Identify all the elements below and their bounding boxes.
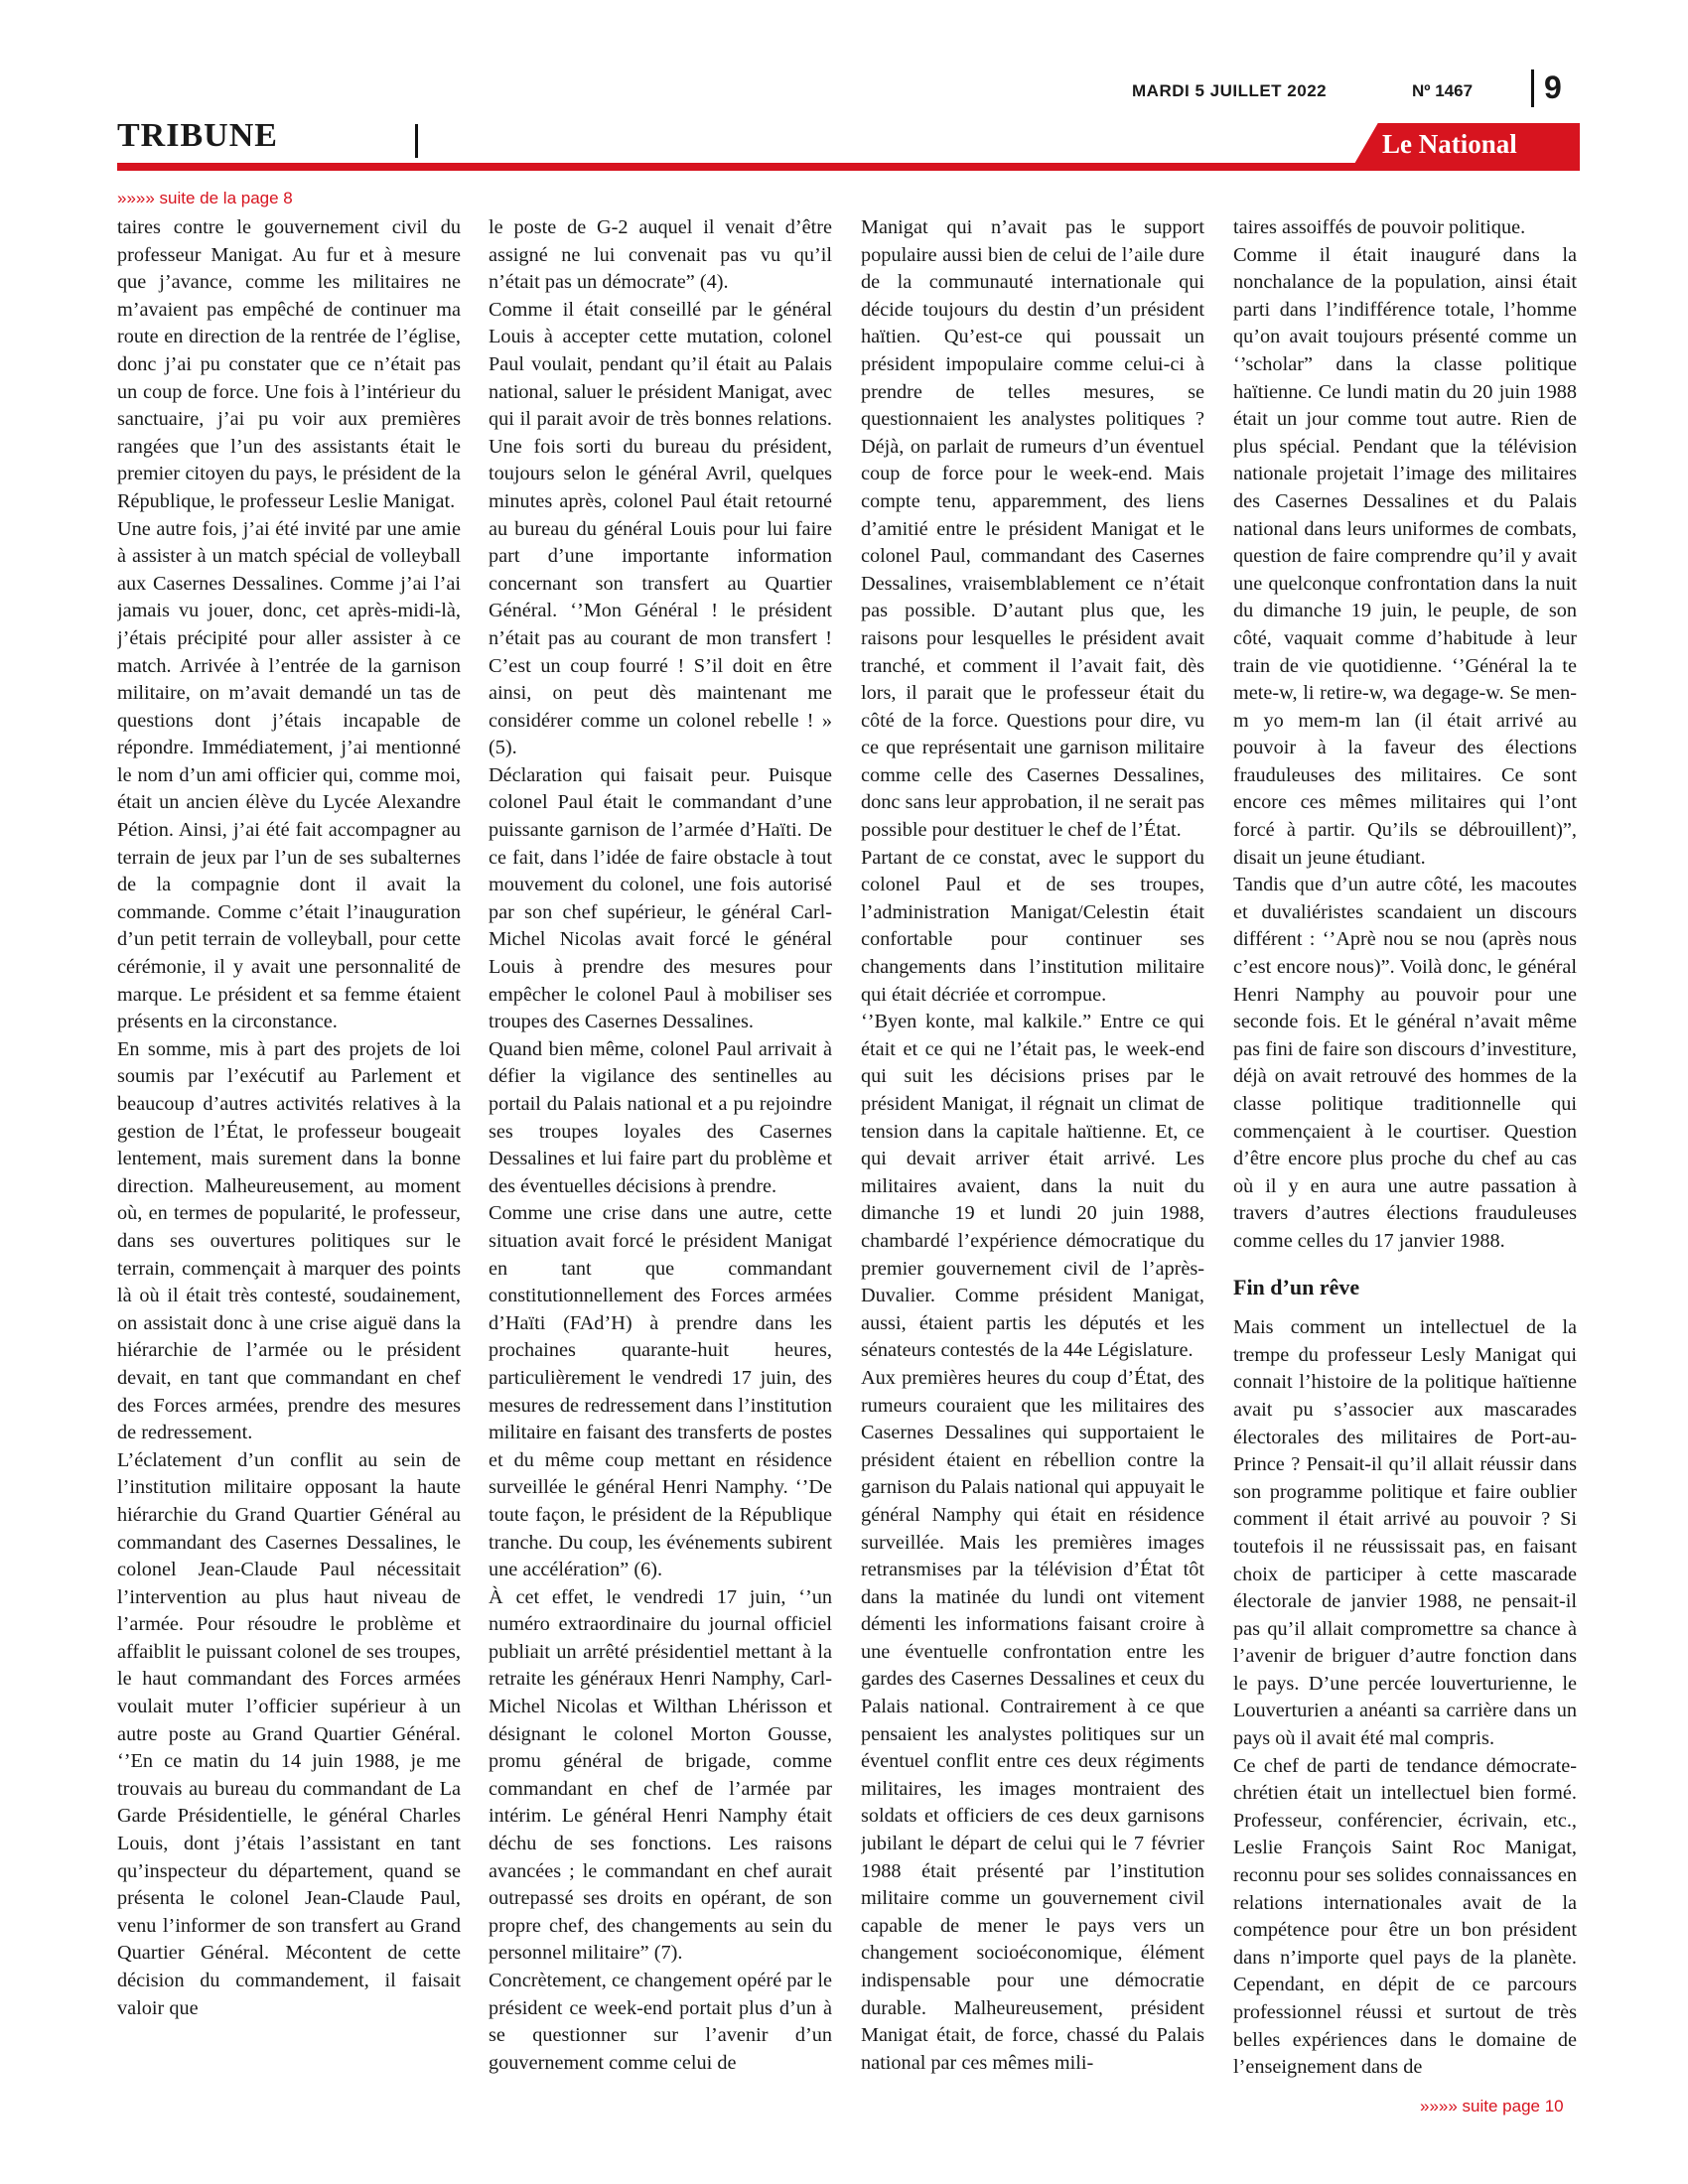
paragraph: Comme il était conseillé par le général Louis à accepter cette mutation, colonel Paul voulait, pendant qu’il était au Palais national, saluer le président Manigat, avec qui il parait avoir de très bonnes relations. Une fois sorti du bureau du président, toujours selon le général Avril, quelques minutes après, colonel Paul était retourné au bureau du général Louis pour lui faire part d’une importante information concernant son transfert au Quartier Général. ‘’Mon Général ! le président n’était pas au courant de mon transfert ! C’est un coup fourré ! S’il doit en être ainsi, on peut dès maintenant me considérer comme un colonel rebelle ! » (5). (489, 298, 832, 759)
paragraph: taires assoiffés de pouvoir politique. (1233, 216, 1526, 238)
subheading: Fin d’un rêve (1233, 1274, 1360, 1299)
article-column-3 (861, 214, 1204, 2091)
paragraph: Une autre fois, j’ai été invité par une amie à assister à un match spécial de volleyball aux Casernes Dessalines. Comme j’ai l’ai jamais vu jouer, donc, cet après-midi-là, j’étais précipité pour aller assister à ce match. Arrivée à l’entrée de la garnison militaire, on m’avait demandé un tas de questions dont j’étais incapable de répondre. Immédiatement, j’ai mentionné le nom d’un ami officier qui, comme moi, était un ancien élève du Lycée Alexandre Pétion. Ainsi, j’ai été fait accompagner au terrain de jeux par l’un de ses subalternes de la compagnie dont il avait la commande. Comme c’était l’inauguration d’un petit terrain de volleyball, pour cette cérémonie, il y avait une personnalité de marque. Le président et sa femme étaient présents en la circonstance. (117, 517, 461, 1033)
paragraph: Manigat qui n’avait pas le support populaire aussi bien de celui de l’aile dure de la communauté internationale qui décide toujours du destin d’un président haïtien. Qu’est-ce qui poussait un président impopulaire comme celui-ci à prendre de telles mesures, se questionnaient les analystes politiques ? Déjà, on parlait de rumeurs d’un éventuel coup de force pour le week-end. Mais compte tenu, apparemment, des liens d’amitié entre le président Manigat et le colonel Paul, commandant des Casernes Dessalines, vraisemblablement ce n’était pas possible. D’autant plus que, les raisons pour lesquelles le président avait tranché, et comment il l’avait fait, dès lors, il parait que le professeur était du côté de la force. Questions pour dire, vu ce que représentait une garnison militaire comme celle des Casernes Dessalines, donc sans leur approbation, il ne serait pas possible pour destituer le chef de l’État. (861, 216, 1204, 842)
paragraph: Ce chef de parti de tendance démocrate-chrétien était un intellectuel bien formé. Professeur, conférencier, écrivain, etc., Leslie François Saint Roc Manigat, reconnu pour ses solides connaissances en relations internationales avait de la compétence pour être un bon président dans n’importe quel pays de la planète. Cependant, en dépit de ce parcours professionnel réussi et surtout de très belles expériences dans le domaine de l’enseignement dans de (1233, 1754, 1577, 2079)
paragraph: En somme, mis à part des projets de loi soumis par l’exécutif au Parlement et beaucoup d’autres activités relatives à la gestion de l’État, le professeur bougeait lentement, mais surement dans la bonne direction. Malheureusement, au moment où, en termes de popularité, le professeur, dans ses ouvertures politiques sur le terrain, commençait à marquer des points là où il était très contesté, soudainement, on assistait donc à une crise aiguë dans la hiérarchie de l’armée ou le président devait, en tant que commandant en chef des Forces armées, prendre des mesures de redressement. (117, 1037, 461, 1444)
paragraph: Comme il était inauguré dans la nonchalance de la population, ainsi était parti dans l’indifférence totale, l’homme qu’on avait toujours présenté comme un ‘’scholar” dans la classe politique haïtienne. Ce lundi matin du 20 juin 1988 était un jour comme tout autre. Rien de plus spécial. Pendant que la télévision nationale projetait l’image des militaires des Casernes Dessalines et du Palais national dans leurs uniformes de combats, question de faire comprendre qu’il y avait une quelconque confrontation dans la nuit du dimanche 19 juin, le peuple, de son côté, vaquait comme d’habitude à leur train de vie quotidienne. ‘’Général la te mete-w, li retire-w, wa degage-w. Se men-m yo mem-m lan (il était arrivé au pouvoir à la faveur des élections frauduleuses des militaires. Ce sont encore ces mêmes militaires qui l’ont forcé à partir. Qu’ils se débrouillent)”, disait un jeune étudiant. (1233, 243, 1577, 869)
page-number: 9 (1544, 69, 1562, 105)
paragraph: Partant de ce constat, avec le support du colonel Paul et de ses troupes, l’administration Manigat/Celestin était confortable pour continuer ses changements dans l’institution militaire qui était décriée et corrompue. (861, 846, 1204, 1006)
page-header (1132, 69, 1579, 109)
paragraph: Déclaration qui faisait peur. Puisque colonel Paul était le commandant d’une puissante garnison de l’armée d’Haïti. De ce fait, dans l’idée de faire obstacle à tout mouvement du colonel, une fois autorisé par son chef supérieur, le général Carl-Michel Nicolas avait forcé le général Louis à prendre des mesures pour empêcher le colonel Paul à mobiliser ses troupes des Casernes Dessalines. (489, 763, 832, 1033)
paragraph: Quand bien même, colonel Paul arrivait à défier la vigilance des sentinelles au portail du Palais national et a pu rejoindre ses troupes loyales des Casernes Dessalines et lui faire part du problème et des éventuelles décisions à prendre. (489, 1037, 832, 1197)
continued-to-label: »»»» suite page 10 (1420, 2097, 1564, 2116)
paragraph: ‘’Byen konte, mal kalkile.” Entre ce qui était et ce qui ne l’était pas, le week-end qui suit les décisions prises par le président Manigat, il régnait un climat de tension dans la capitale haïtienne. Et, ce qui devait arriver était arrivé. Les militaires avaient, dans la nuit du dimanche 19 et lundi 20 juin 1988, chambardé l’expérience démocratique du premier gouvernement civil de l’après-Duvalier. Comme président Manigat, aussi, étaient partis les députés et les sénateurs contestés de la 44e Législature. (861, 1011, 1204, 1362)
continued-from-label: »»»» suite de la page 8 (117, 189, 293, 207)
newspaper-brand: Le National (1382, 129, 1517, 159)
paragraph: L’éclatement d’un conflit au sein de l’institution militaire opposant la haute hiérarchie du Grand Quartier Général au commandant des Casernes Dessalines, le colonel Jean-Claude Paul nécessitait l’intervention au plus haut niveau de l’armée. Pour résoudre le problème et affaiblit le puissant colonel de ses troupes, le haut commandant des Forces armées voulait muter l’officier supérieur à un autre poste au Grand Quartier Général. ‘’En ce matin du 14 juin 1988, je me trouvais au bureau du commandant de La Garde Présidentielle, le général Charles Louis, dont j’étais l’assistant en tant qu’inspecteur du département, quand se présenta le colonel Jean-Claude Paul, venu l’informer de son transfert au Grand Quartier Général. Mécontent de cette décision du commandement, il faisait valoir que (117, 1448, 461, 2019)
paragraph: À cet effet, le vendredi 17 juin, ‘’un numéro extraordinaire du journal officiel publiait un arrêté présidentiel mettant à la retraite les généraux Henri Namphy, Carl-Michel Nicolas et Wilthan Lhérisson et désignant le colonel Morton Gousse, promu général de brigade, comme commandant en chef de l’armée par intérim. Le général Henri Namphy était déchu de ses fonctions. Les raisons avancées ; le commandant en chef aurait outrepassé ses droits en opérant, de son propre chef, des changements au sein du personnel militaire” (7). (489, 1585, 832, 1965)
article-column-1 (117, 214, 461, 2091)
paragraph: taires contre le gouvernement civil du professeur Manigat. Au fur et à mesure que j’avance, comme les militaires ne m’avaient pas empêché de continuer ma route en direction de la rentrée de l’église, donc j’ai pu constater que ce n’était pas un coup de force. Une fois à l’intérieur du sanctuaire, j’ai pu voir aux premières rangées que l’un des assistants était le premier citoyen du pays, le président de la République, le professeur Leslie Manigat. (117, 216, 461, 512)
paragraph: Aux premières heures du coup d’État, des rumeurs couraient que les militaires des Casernes Dessalines qui supportaient le président étaient en rébellion contre la garnison du Palais national qui appuyait le général Namphy qui était en résidence surveillée. Mais les premières images retransmises par la télévision d’État tôt dans la matinée du lundi ont vitement démenti les informations faisant croire à une éventuelle confrontation entre les gardes des Casernes Dessalines et ceux du Palais national. Contrairement à ce que pensaient les analystes politiques sur un éventuel conflit entre ces deux régiments militaires, les images montraient des soldats et officiers de ces deux garnisons jubilant le départ de celui qui le 7 février 1988 était présenté par l’institution militaire comme un gouvernement civil capable de mener le pays vers un changement socioéconomique, élément indispensable pour une démocratie durable. Malheureusement, président Manigat était, de force, chassé du Palais national par ces mêmes mili- (861, 1366, 1204, 2074)
paragraph: le poste de G-2 auquel il venait d’être assigné ne lui convenait pas vu qu’il n’était pas un démocrate” (4). (489, 216, 832, 294)
paragraph: Comme une crise dans une autre, cette situation avait forcé le président Manigat en tant que commandant constitutionnellement des Forces armées d’Haïti (FAd’H) à prendre dans les prochaines quarante-huit heures, particulièrement le vendredi 17 juin, des mesures de redressement dans l’institution militaire en faisant des transferts de postes et du même coup mettant en résidence surveillée le général Henri Namphy. ‘’De toute façon, le président de la République tranche. Du coup, les événements subirent une accélération” (6). (489, 1202, 832, 1581)
issue-date: MARDI 5 JUILLET 2022 (1132, 81, 1328, 100)
paragraph: Tandis que d’un autre côté, les macoutes et duvaliéristes scandaient un discours différent : ‘’Aprè nou se nou (après nous c’est encore nous)”. Voilà donc, le général Henri Namphy au pouvoir pour une seconde fois. Et le général n’avait même pas fini de faire son discours d’investiture, déjà on avait retrouvé des hommes de la classe politique traditionnelle qui commençaient à le courtiser. Question d’être encore plus proche du chef au cas où il y en aura une autre passation à travers d’autres élections frauduleuses comme celles du 17 janvier 1988. (1233, 874, 1577, 1252)
article-column-2 (489, 214, 832, 2091)
issue-number: Nº 1467 (1412, 81, 1474, 100)
section-title: TRIBUNE (117, 117, 278, 154)
article-body (117, 214, 1580, 2091)
article-column-4 (1233, 214, 1577, 2091)
paragraph: Mais comment un intellectuel de la trempe du professeur Lesly Manigat qui connait l’histoire de la politique haïtienne avait pu s’associer aux mascarades électorales des militaires de Port-au-Prince ? Pensait-il qu’il allait réussir dans son programme politique et faire oublier comment il était arrivé au pouvoir ? Si toutefois il ne réussissait pas, en faisant choix de participer à cette mascarade électorale de janvier 1988, ne pensait-il pas qu’il allait compromettre sa chance à l’avenir de briguer d’autre fonction dans le pays. D’une percée louverturienne, le Louverturien a anéanti sa carrière dans un pays où il avait été mal compris. (1233, 1316, 1577, 1750)
header-divider (1531, 69, 1534, 107)
paragraph: Concrètement, ce changement opéré par le président ce week-end portait plus d’un à se questionner sur l’avenir d’un gouvernement comme celui de (489, 1970, 832, 2074)
section-divider (415, 124, 418, 158)
